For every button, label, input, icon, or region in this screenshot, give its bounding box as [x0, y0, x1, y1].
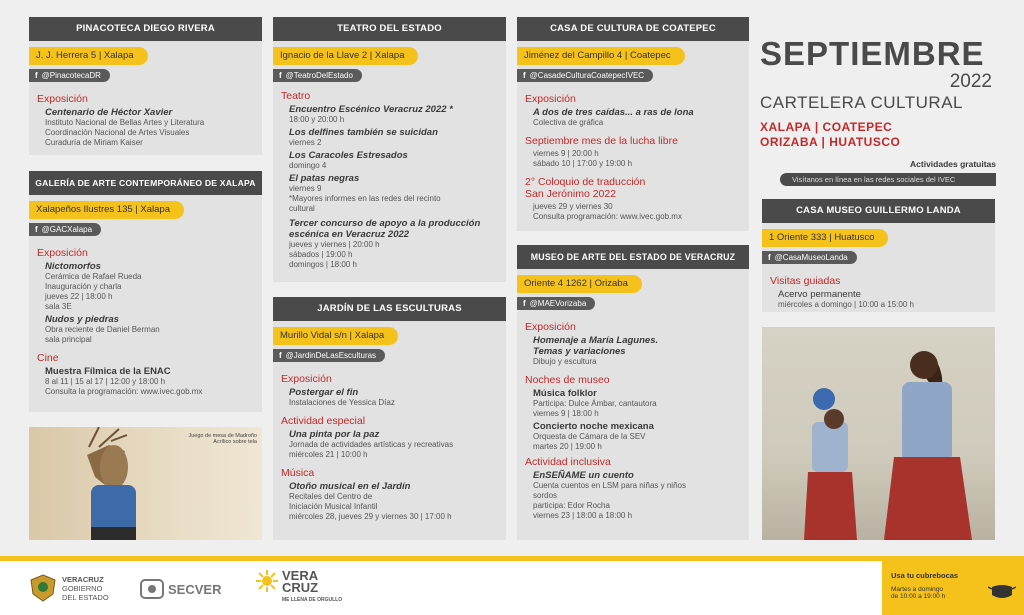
cities-line: XALAPA | COATEPEC [760, 120, 893, 134]
logo-text: GOBIERNO [62, 583, 103, 593]
social-handle[interactable]: f @PinacotecaDR [29, 69, 110, 82]
section-heading: Visitas guiadas [770, 275, 841, 287]
address-badge: J. J. Herrera 5 | Xalapa [29, 47, 148, 65]
event-detail: 8 al 11 | 15 al 17 | 12:00 y 18:00 h [45, 377, 166, 386]
section-heading: Exposición [525, 321, 576, 333]
card-title: TEATRO DEL ESTADO [273, 17, 506, 41]
month-title: SEPTIEMBRE [760, 35, 985, 72]
section-heading: Exposición [37, 93, 88, 105]
event-detail: sábado 10 | 17:00 y 19:00 h [533, 159, 633, 168]
event-title: Postergar el fin [289, 387, 359, 398]
galeria-card [29, 171, 262, 412]
art-caption: Juego de mesa de Madroño [188, 433, 257, 439]
logo-text: VERACRUZ [62, 574, 104, 584]
card-title: CASA MUSEO GUILLERMO LANDA [762, 199, 995, 223]
social-handle[interactable]: f @TeatroDelEstado [273, 69, 362, 82]
section-heading: Teatro [281, 90, 311, 102]
card-title: PINACOTECA DIEGO RIVERA [29, 17, 262, 41]
event-detail: viernes 9 [289, 184, 322, 193]
event-title: Centenario de Héctor Xavier [45, 107, 173, 118]
event-detail: Recitales del Centro de [289, 492, 373, 501]
social-handle[interactable]: f @MAEVorizaba [517, 297, 595, 310]
address-badge: Murillo Vidal s/n | Xalapa [273, 327, 398, 345]
address-badge: Oriente 4 1262 | Orizaba [517, 275, 642, 293]
social-handle[interactable]: f @GACXalapa [29, 223, 101, 236]
event-title: Música folklor [533, 388, 597, 399]
event-detail: Consulta programación: www.ivec.gob.mx [533, 212, 682, 221]
event-detail: Orquesta de Cámara de la SEV [533, 432, 646, 441]
event-title: Concierto noche mexicana [533, 421, 654, 432]
event-detail: domingos | 18:00 h [289, 260, 357, 269]
teatro-card [273, 17, 506, 282]
section-heading: San Jerónimo 2022 [525, 188, 617, 200]
visit-online-banner[interactable]: Visítanos en línea en las redes sociales del IVEC [780, 173, 996, 186]
coat-of-arms-icon [30, 574, 56, 602]
secver-logo [140, 579, 221, 599]
social-handle[interactable]: f @CasaMuseoLanda [762, 251, 857, 264]
event-detail: viernes 9 | 18:00 h [533, 409, 599, 418]
pinacoteca-card [29, 17, 262, 155]
mask-notice-detail: de 10:00 a 19:00 h [891, 593, 946, 600]
event-title: Los delfines también se suicidan [289, 127, 438, 138]
event-detail: Cerámica de Rafael Rueda [45, 272, 142, 281]
coatepec-card [517, 17, 749, 231]
event-title: escénica en Veracruz 2022 [289, 229, 410, 240]
logo-text: SECVER [168, 581, 222, 597]
event-detail: 18:00 y 20:00 h [289, 115, 345, 124]
art-caption: Acrílico sobre tela [213, 439, 257, 445]
sun-emblem-icon [256, 570, 278, 592]
card-title: JARDÍN DE LAS ESCULTURAS [273, 297, 506, 321]
event-title: Una pinta por la paz [289, 429, 380, 440]
mask-notice-title: Usa tu cubrebocas [891, 571, 959, 580]
event-detail: Jornada de actividades artísticas y recreativas [289, 440, 454, 449]
address-badge: 1 Oriente 333 | Huatusco [762, 229, 888, 247]
event-detail: Curaduría de Miriam Kaiser [45, 138, 143, 147]
card-title: CASA DE CULTURA DE COATEPEC [517, 17, 749, 41]
event-detail: Cuenta cuentos en LSM para niñas y niños [533, 481, 686, 490]
logo-text: ME LLENA DE ORGULLO [282, 597, 343, 603]
section-heading: Exposición [281, 373, 332, 385]
event-detail: Instalaciones de Yessica Díaz [289, 398, 395, 407]
section-heading: Cine [37, 352, 59, 364]
event-detail: Consulta la programación: www.ivec.gob.mx [45, 387, 203, 396]
card-title: MUSEO DE ARTE DEL ESTADO DE VERACRUZ [517, 245, 749, 269]
event-title: Nictomorfos [45, 261, 101, 272]
address-badge: Xalapeños Ilustres 135 | Xalapa [29, 201, 184, 219]
cities-line: ORIZABA | HUATUSCO [760, 135, 901, 149]
event-detail: jueves 29 y viernes 30 [533, 202, 613, 211]
event-detail: Inauguración y charla [45, 282, 122, 291]
event-title: Temas y variaciones [533, 346, 626, 357]
vera-cruz-orgullo-logo [256, 570, 342, 606]
address-badge: Ignacio de la Llave 2 | Xalapa [273, 47, 418, 65]
social-handle[interactable]: f @CasadeCulturaCoatepecIVEC [517, 69, 653, 82]
event-detail: miércoles 21 | 10:00 h [289, 450, 368, 459]
address-badge: Jiménez del Campillo 4 | Coatepec [517, 47, 685, 65]
event-detail: Participa: Dulce Ámbar, cantautora [533, 399, 657, 408]
event-detail: viernes 23 | 18:00 a 18:00 h [533, 511, 633, 520]
event-detail: Instituto Nacional de Bellas Artes y Literatura [45, 118, 205, 127]
facebook-icon: f [768, 253, 771, 262]
event-detail: miércoles a domingo | 10:00 a 15:00 h [778, 300, 914, 309]
museo-card [517, 245, 749, 540]
facebook-icon: f [35, 71, 38, 80]
section-heading: Música [281, 467, 315, 479]
facebook-icon: f [523, 299, 526, 308]
event-detail: sala 3E [45, 302, 72, 311]
event-title: Muestra Fílmica de la ENAC [45, 366, 171, 377]
event-detail: sala principal [45, 335, 92, 344]
event-detail: cultural [289, 204, 315, 213]
section-heading: Exposición [525, 93, 576, 105]
face-mask-icon [988, 583, 1016, 601]
event-title: Encuentro Escénico Veracruz 2022 * [289, 104, 453, 115]
deer-painting-image [29, 427, 262, 540]
event-detail: jueves 22 | 18:00 h [45, 292, 113, 301]
girls-figure-illustration [762, 327, 995, 540]
logo-text: CRUZ [282, 580, 319, 595]
event-detail: jueves y viernes | 20:00 h [289, 240, 380, 249]
event-detail: Coordinación Nacional de Artes Visuales [45, 128, 190, 137]
event-title: Homenaje a María Lagunes. [533, 335, 659, 346]
facebook-icon: f [35, 225, 38, 234]
event-detail: Colectiva de gráfica [533, 118, 604, 127]
event-title: A dos de tres caídas... a ras de lona [533, 107, 694, 118]
event-detail: domingo 4 [289, 161, 327, 170]
section-heading: Noches de museo [525, 374, 610, 386]
event-detail: Dibujo y escultura [533, 357, 597, 366]
logo-text: VERA [282, 568, 319, 583]
mask-notice-detail: Martes a domingo [891, 586, 944, 593]
social-handle[interactable]: f @JardinDeLasEsculturas [273, 349, 385, 362]
jardin-card [273, 297, 506, 540]
section-heading: Actividad especial [281, 415, 366, 427]
veracruz-government-logo [30, 574, 109, 602]
facebook-icon: f [279, 71, 282, 80]
event-title: Los Caracoles Estresados [289, 150, 408, 161]
section-heading: Actividad inclusiva [525, 456, 611, 468]
section-heading: Septiembre mes de la lucha libre [525, 135, 678, 147]
facebook-icon: f [523, 71, 526, 80]
event-title: Nudos y piedras [45, 314, 119, 325]
event-detail: sábados | 19:00 h [289, 250, 353, 259]
section-heading: Exposición [37, 247, 88, 259]
event-detail: miércoles 28, jueves 29 y viernes 30 | 17:00 h [289, 512, 452, 521]
event-title: Otoño musical en el Jardín [289, 481, 411, 492]
year-title: 2022 [949, 71, 992, 92]
event-detail: viernes 9 | 20:00 h [533, 149, 599, 158]
event-title: Tercer concurso de apoyo a la producción [289, 218, 481, 229]
facebook-icon: f [279, 351, 282, 360]
cartelera-subtitle: CARTELERA CULTURAL [760, 93, 963, 112]
mask-notice [882, 561, 1024, 615]
landa-card [762, 199, 995, 312]
event-detail: viernes 2 [289, 138, 322, 147]
event-detail: Obra reciente de Daniel Berman [45, 325, 160, 334]
event-detail: martes 20 | 19:00 h [533, 442, 602, 451]
event-detail: *Mayores informes en las redes del recinto [289, 194, 441, 203]
event-title: Acervo permanente [778, 289, 861, 300]
footer-bar [0, 556, 1024, 615]
card-title: GALERÍA DE ARTE CONTEMPORÁNEO DE XALAPA [29, 171, 262, 195]
event-title: El patas negras [289, 173, 360, 184]
section-heading: 2° Coloquio de traducción [525, 176, 646, 188]
secver-emblem-icon [140, 579, 164, 599]
free-activities-label: Actividades gratuitas [910, 159, 996, 169]
event-detail: participa: Edor Rocha [533, 501, 610, 510]
logo-text: DEL ESTADO [62, 592, 109, 602]
event-detail: Iniciación Musical Infantil [289, 502, 378, 511]
event-detail: sordos [533, 491, 558, 500]
header-block [760, 36, 996, 186]
event-title: EnSEÑAME un cuento [533, 470, 634, 481]
girls-painting-image [762, 327, 995, 540]
